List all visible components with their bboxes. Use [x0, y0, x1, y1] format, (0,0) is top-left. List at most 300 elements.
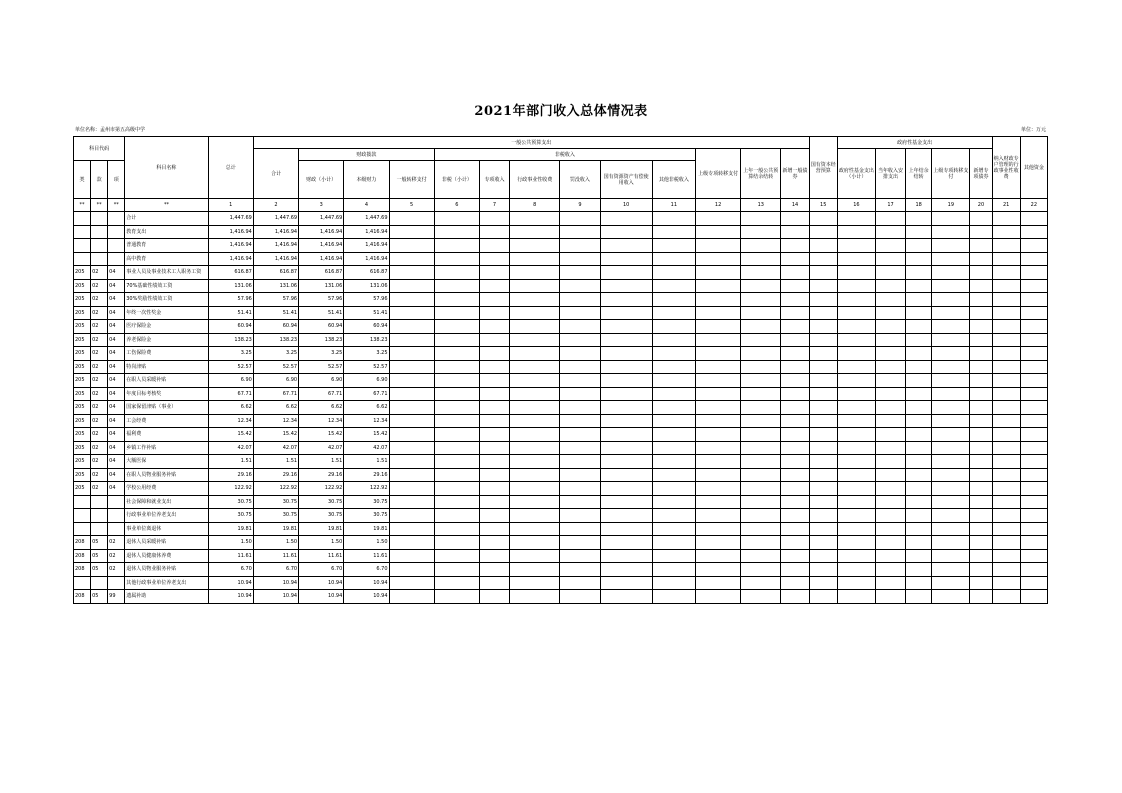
cell-empty	[510, 320, 560, 334]
cell-empty	[992, 252, 1020, 266]
cell-empty	[809, 279, 837, 293]
cell-total: 131.06	[208, 279, 253, 293]
table-row	[74, 468, 1048, 482]
cell-total: 6.70	[208, 563, 253, 577]
cell-own-funds: 1.50	[344, 536, 389, 550]
cell-sum: 1,447.69	[253, 212, 298, 226]
cell-empty	[479, 495, 509, 509]
cell-empty	[875, 293, 905, 307]
cell-total: 10.94	[208, 590, 253, 604]
cell-empty	[906, 212, 932, 226]
cell-subject-name: 其他行政事业单位养老支出	[125, 576, 208, 590]
cell-empty	[479, 414, 509, 428]
cell-subject-name: 事业人员及事业技术工人职务工资	[125, 266, 208, 280]
cell-lei	[74, 576, 91, 590]
cell-xiang: 99	[108, 590, 125, 604]
cell-lei	[74, 212, 91, 226]
cell-empty	[510, 455, 560, 469]
cell-empty	[932, 549, 970, 563]
cell-empty	[600, 414, 652, 428]
cell-empty	[992, 306, 1020, 320]
cell-empty	[837, 563, 875, 577]
table-row	[74, 563, 1048, 577]
cell-empty	[932, 252, 970, 266]
cell-empty	[781, 239, 809, 253]
cell-empty	[992, 374, 1020, 388]
cell-xiang: 04	[108, 428, 125, 442]
cell-empty	[434, 266, 479, 280]
cell-fiscal-subtotal: 57.96	[299, 293, 344, 307]
cell-empty	[875, 576, 905, 590]
cell-empty	[970, 333, 992, 347]
cell-empty	[906, 482, 932, 496]
cell-empty	[837, 225, 875, 239]
cell-empty	[809, 374, 837, 388]
cell-empty	[1020, 428, 1047, 442]
cell-empty	[741, 252, 781, 266]
cell-kuan: 05	[91, 536, 108, 550]
cell-empty	[875, 536, 905, 550]
header-new-special-bond: 新增专项债券	[970, 149, 992, 199]
cell-total: 52.57	[208, 360, 253, 374]
cell-empty	[434, 252, 479, 266]
cell-fiscal-subtotal: 616.87	[299, 266, 344, 280]
cell-empty	[652, 576, 695, 590]
cell-lei: 205	[74, 266, 91, 280]
cell-empty	[837, 387, 875, 401]
cell-empty	[695, 266, 740, 280]
cell-empty	[970, 320, 992, 334]
cell-empty	[695, 212, 740, 226]
cell-empty	[970, 482, 992, 496]
cell-subject-name: 合计	[125, 212, 208, 226]
cell-subject-name: 普通教育	[125, 239, 208, 253]
cell-empty	[560, 536, 600, 550]
cell-empty	[932, 333, 970, 347]
cell-lei	[74, 495, 91, 509]
cell-fiscal-subtotal: 131.06	[299, 279, 344, 293]
cell-empty	[1020, 455, 1047, 469]
cell-empty	[434, 455, 479, 469]
table-row	[74, 590, 1048, 604]
cell-lei: 205	[74, 428, 91, 442]
cell-empty	[741, 306, 781, 320]
cell-empty	[652, 563, 695, 577]
table-row	[74, 576, 1048, 590]
cell-empty	[741, 387, 781, 401]
cell-subject-name: 国家保留津贴（事业）	[125, 401, 208, 415]
cell-sum: 15.42	[253, 428, 298, 442]
cell-empty	[600, 401, 652, 415]
cell-empty	[652, 279, 695, 293]
cell-empty	[992, 333, 1020, 347]
cell-empty	[970, 563, 992, 577]
cell-empty	[992, 590, 1020, 604]
cell-xiang: 04	[108, 468, 125, 482]
cell-lei: 205	[74, 374, 91, 388]
cell-empty	[1020, 333, 1047, 347]
cell-empty	[781, 441, 809, 455]
cell-empty	[479, 225, 509, 239]
cell-empty	[600, 239, 652, 253]
cell-empty	[1020, 549, 1047, 563]
cell-empty	[510, 428, 560, 442]
cell-sum: 1,416.94	[253, 252, 298, 266]
cell-empty	[479, 252, 509, 266]
cell-empty	[510, 387, 560, 401]
currency-unit: 单位：万元	[1020, 127, 1046, 133]
cell-sum: 60.94	[253, 320, 298, 334]
cell-empty	[600, 441, 652, 455]
cell-empty	[932, 495, 970, 509]
header-fiscal-subtotal: 财政（小计）	[299, 161, 344, 199]
cell-empty	[875, 428, 905, 442]
cell-own-funds: 1,416.94	[344, 239, 389, 253]
cell-own-funds: 1,416.94	[344, 225, 389, 239]
cell-fiscal-subtotal: 138.23	[299, 333, 344, 347]
cell-empty	[560, 590, 600, 604]
cell-sum: 10.94	[253, 576, 298, 590]
cell-empty	[600, 266, 652, 280]
cell-empty	[479, 563, 509, 577]
cell-lei	[74, 225, 91, 239]
cell-own-funds: 30.75	[344, 509, 389, 523]
cell-subject-name: 遗属补助	[125, 590, 208, 604]
cell-xiang: 04	[108, 441, 125, 455]
cell-lei: 205	[74, 333, 91, 347]
cell-empty	[510, 347, 560, 361]
index-cell: 10	[600, 199, 652, 212]
cell-empty	[560, 428, 600, 442]
cell-empty	[875, 468, 905, 482]
cell-empty	[809, 414, 837, 428]
cell-subject-name: 大额医保	[125, 455, 208, 469]
cell-subject-name: 福利费	[125, 428, 208, 442]
header-general-transfer: 一般转移支付	[389, 161, 434, 199]
cell-empty	[906, 387, 932, 401]
cell-empty	[906, 536, 932, 550]
cell-subject-name: 退休人员采暖补贴	[125, 536, 208, 550]
cell-own-funds: 57.96	[344, 293, 389, 307]
cell-empty	[695, 549, 740, 563]
cell-sum: 52.57	[253, 360, 298, 374]
cell-empty	[510, 549, 560, 563]
cell-own-funds: 122.92	[344, 482, 389, 496]
cell-xiang: 04	[108, 293, 125, 307]
index-cell: 4	[344, 199, 389, 212]
cell-empty	[600, 347, 652, 361]
header-non-tax-subtotal: 非税（小计）	[434, 161, 479, 199]
cell-empty	[837, 509, 875, 523]
cell-empty	[837, 536, 875, 550]
cell-xiang	[108, 212, 125, 226]
header-fines: 罚没收入	[560, 161, 600, 199]
index-cell: 5	[389, 199, 434, 212]
cell-kuan	[91, 495, 108, 509]
cell-empty	[510, 576, 560, 590]
cell-own-funds: 10.94	[344, 590, 389, 604]
cell-empty	[741, 428, 781, 442]
cell-empty	[932, 441, 970, 455]
cell-total: 122.92	[208, 482, 253, 496]
cell-total: 11.61	[208, 549, 253, 563]
cell-sum: 30.75	[253, 495, 298, 509]
cell-empty	[434, 374, 479, 388]
cell-empty	[600, 536, 652, 550]
cell-empty	[560, 495, 600, 509]
cell-empty	[970, 374, 992, 388]
cell-kuan	[91, 509, 108, 523]
cell-fiscal-subtotal: 122.92	[299, 482, 344, 496]
cell-empty	[389, 590, 434, 604]
cell-total: 1,416.94	[208, 252, 253, 266]
cell-empty	[479, 441, 509, 455]
cell-empty	[1020, 225, 1047, 239]
cell-empty	[970, 536, 992, 550]
cell-empty	[1020, 293, 1047, 307]
cell-empty	[781, 293, 809, 307]
cell-subject-name: 事业单位离退休	[125, 522, 208, 536]
cell-empty	[932, 428, 970, 442]
cell-empty	[992, 239, 1020, 253]
cell-empty	[741, 293, 781, 307]
cell-empty	[906, 495, 932, 509]
cell-empty	[837, 306, 875, 320]
cell-empty	[434, 401, 479, 415]
header-admin-fees: 行政事业性收费	[510, 161, 560, 199]
cell-empty	[652, 549, 695, 563]
cell-total: 10.94	[208, 576, 253, 590]
cell-empty	[695, 563, 740, 577]
header-total: 总计	[208, 137, 253, 199]
cell-empty	[479, 509, 509, 523]
cell-lei: 208	[74, 590, 91, 604]
cell-empty	[809, 387, 837, 401]
cell-lei: 205	[74, 360, 91, 374]
cell-empty	[932, 563, 970, 577]
cell-empty	[510, 522, 560, 536]
cell-subject-name: 乡镇工作补贴	[125, 441, 208, 455]
cell-own-funds: 1,447.69	[344, 212, 389, 226]
cell-subject-name: 年终一次性奖金	[125, 306, 208, 320]
cell-sum: 1.51	[253, 455, 298, 469]
cell-empty	[389, 522, 434, 536]
cell-empty	[992, 495, 1020, 509]
cell-empty	[809, 576, 837, 590]
cell-empty	[809, 455, 837, 469]
cell-empty	[389, 320, 434, 334]
cell-empty	[781, 509, 809, 523]
cell-empty	[1020, 279, 1047, 293]
cell-empty	[695, 468, 740, 482]
index-cell: **	[125, 199, 208, 212]
cell-empty	[906, 509, 932, 523]
cell-empty	[932, 225, 970, 239]
cell-empty	[510, 293, 560, 307]
cell-empty	[1020, 576, 1047, 590]
cell-empty	[600, 360, 652, 374]
cell-empty	[809, 549, 837, 563]
cell-empty	[932, 455, 970, 469]
index-cell: **	[108, 199, 125, 212]
cell-own-funds: 51.41	[344, 306, 389, 320]
table-row	[74, 509, 1048, 523]
cell-subject-name: 养老保险金	[125, 333, 208, 347]
cell-empty	[781, 414, 809, 428]
cell-empty	[837, 252, 875, 266]
cell-empty	[560, 239, 600, 253]
cell-empty	[652, 455, 695, 469]
cell-fiscal-subtotal: 15.42	[299, 428, 344, 442]
cell-own-funds: 1,416.94	[344, 252, 389, 266]
cell-empty	[695, 320, 740, 334]
cell-empty	[906, 576, 932, 590]
cell-empty	[906, 414, 932, 428]
cell-subject-name: 高中教育	[125, 252, 208, 266]
cell-subject-name: 医疗保险金	[125, 320, 208, 334]
cell-empty	[875, 509, 905, 523]
cell-empty	[809, 428, 837, 442]
cell-empty	[781, 212, 809, 226]
cell-empty	[932, 482, 970, 496]
cell-empty	[992, 428, 1020, 442]
cell-empty	[809, 266, 837, 280]
header-current-year-arrangement: 当年收入安排支出	[875, 149, 905, 199]
cell-empty	[970, 549, 992, 563]
table-row	[74, 522, 1048, 536]
cell-empty	[510, 279, 560, 293]
cell-empty	[389, 468, 434, 482]
cell-lei: 208	[74, 563, 91, 577]
cell-empty	[510, 414, 560, 428]
cell-empty	[932, 239, 970, 253]
cell-empty	[1020, 590, 1047, 604]
cell-empty	[695, 441, 740, 455]
cell-empty	[741, 509, 781, 523]
cell-empty	[389, 239, 434, 253]
cell-own-funds: 60.94	[344, 320, 389, 334]
index-cell: 16	[837, 199, 875, 212]
cell-lei: 205	[74, 320, 91, 334]
cell-fiscal-subtotal: 11.61	[299, 549, 344, 563]
cell-kuan	[91, 212, 108, 226]
cell-empty	[389, 293, 434, 307]
cell-empty	[434, 428, 479, 442]
cell-xiang	[108, 239, 125, 253]
cell-total: 67.71	[208, 387, 253, 401]
cell-empty	[906, 563, 932, 577]
cell-empty	[809, 563, 837, 577]
cell-lei: 205	[74, 468, 91, 482]
cell-empty	[970, 252, 992, 266]
cell-lei: 205	[74, 387, 91, 401]
cell-own-funds: 52.57	[344, 360, 389, 374]
cell-empty	[510, 333, 560, 347]
cell-lei: 205	[74, 401, 91, 415]
cell-empty	[837, 279, 875, 293]
cell-empty	[837, 441, 875, 455]
cell-empty	[510, 252, 560, 266]
cell-total: 1,416.94	[208, 225, 253, 239]
cell-empty	[434, 536, 479, 550]
cell-empty	[809, 252, 837, 266]
cell-empty	[389, 563, 434, 577]
cell-empty	[479, 212, 509, 226]
cell-empty	[695, 455, 740, 469]
cell-lei: 208	[74, 549, 91, 563]
header-fiscal-appropriation: 财政拨款	[299, 149, 435, 161]
header-subject-name: 科目名称	[125, 137, 208, 199]
cell-subject-name: 30%奖励性绩效工资	[125, 293, 208, 307]
cell-kuan	[91, 576, 108, 590]
cell-empty	[809, 441, 837, 455]
cell-empty	[837, 576, 875, 590]
table-row	[74, 482, 1048, 496]
cell-empty	[600, 482, 652, 496]
cell-empty	[932, 347, 970, 361]
cell-sum: 1,416.94	[253, 225, 298, 239]
cell-empty	[560, 522, 600, 536]
cell-empty	[781, 455, 809, 469]
cell-kuan: 02	[91, 374, 108, 388]
cell-empty	[560, 374, 600, 388]
cell-empty	[970, 347, 992, 361]
cell-empty	[970, 455, 992, 469]
cell-empty	[837, 428, 875, 442]
cell-lei: 205	[74, 306, 91, 320]
cell-fiscal-subtotal: 1,416.94	[299, 225, 344, 239]
cell-xiang: 02	[108, 536, 125, 550]
cell-empty	[906, 252, 932, 266]
cell-kuan	[91, 225, 108, 239]
cell-kuan: 05	[91, 563, 108, 577]
cell-empty	[652, 320, 695, 334]
index-cell: 1	[208, 199, 253, 212]
cell-empty	[600, 495, 652, 509]
cell-empty	[479, 455, 509, 469]
cell-empty	[906, 374, 932, 388]
cell-fiscal-subtotal: 6.90	[299, 374, 344, 388]
cell-empty	[875, 306, 905, 320]
cell-empty	[560, 509, 600, 523]
cell-empty	[906, 239, 932, 253]
cell-sum: 67.71	[253, 387, 298, 401]
cell-empty	[875, 360, 905, 374]
cell-lei: 205	[74, 414, 91, 428]
cell-fiscal-subtotal: 42.07	[299, 441, 344, 455]
cell-own-funds: 6.90	[344, 374, 389, 388]
cell-empty	[809, 212, 837, 226]
cell-empty	[741, 563, 781, 577]
cell-empty	[652, 414, 695, 428]
cell-empty	[1020, 374, 1047, 388]
cell-empty	[875, 482, 905, 496]
cell-empty	[389, 441, 434, 455]
cell-empty	[389, 347, 434, 361]
cell-empty	[970, 212, 992, 226]
cell-empty	[695, 239, 740, 253]
cell-total: 138.23	[208, 333, 253, 347]
cell-empty	[434, 468, 479, 482]
cell-kuan: 02	[91, 360, 108, 374]
cell-own-funds: 6.70	[344, 563, 389, 577]
index-cell: 17	[875, 199, 905, 212]
cell-empty	[389, 266, 434, 280]
cell-empty	[809, 293, 837, 307]
cell-sum: 3.25	[253, 347, 298, 361]
cell-empty	[389, 374, 434, 388]
table-row	[74, 387, 1048, 401]
